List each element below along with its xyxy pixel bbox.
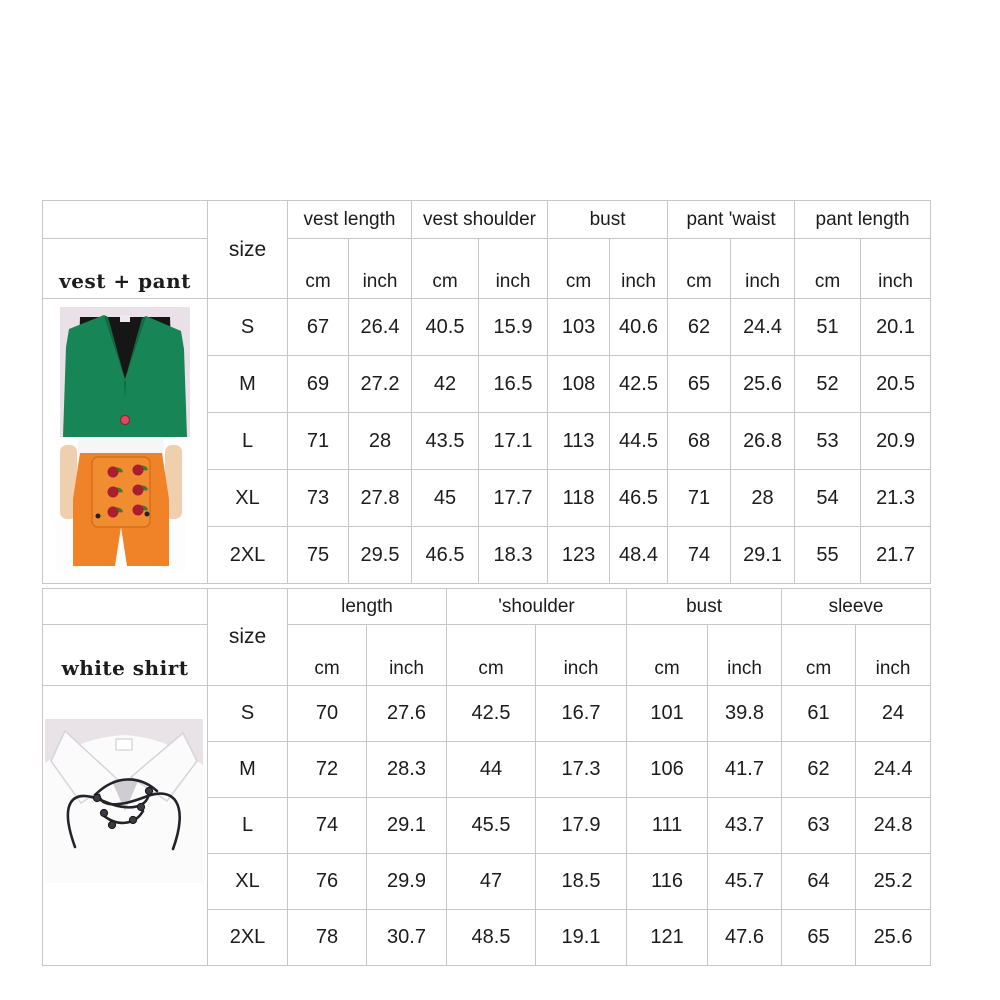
unit-header-inch: inch xyxy=(479,239,548,299)
table-row xyxy=(43,299,931,356)
unit-header-cm: cm xyxy=(412,239,479,299)
value-cell: 116 xyxy=(627,854,708,910)
value-cell: 61 xyxy=(782,686,856,742)
value-cell: 18.3 xyxy=(479,527,548,584)
value-cell: 17.7 xyxy=(479,470,548,527)
value-cell: 44.5 xyxy=(610,413,668,470)
value-cell: 64 xyxy=(782,854,856,910)
table-row xyxy=(43,589,931,625)
value-cell: 24.4 xyxy=(856,742,931,798)
value-cell: 78 xyxy=(288,910,367,966)
value-cell: 20.5 xyxy=(861,356,931,413)
value-cell: 29.1 xyxy=(367,798,447,854)
value-cell: 42.5 xyxy=(447,686,536,742)
unit-header-inch: inch xyxy=(367,625,447,686)
table-row xyxy=(43,201,931,239)
value-cell: 19.1 xyxy=(536,910,627,966)
value-cell: 73 xyxy=(288,470,349,527)
size-cell: XL xyxy=(208,470,288,527)
value-cell: 62 xyxy=(782,742,856,798)
value-cell: 45 xyxy=(412,470,479,527)
value-cell: 103 xyxy=(548,299,610,356)
product-photos-cell xyxy=(43,299,208,584)
value-cell: 65 xyxy=(782,910,856,966)
value-cell: 15.9 xyxy=(479,299,548,356)
product-label-vest-pant: vest + pant xyxy=(43,239,208,299)
value-cell: 45.7 xyxy=(708,854,782,910)
value-cell: 41.7 xyxy=(708,742,782,798)
size-chart-table-vest-pant xyxy=(42,200,931,584)
table-row xyxy=(43,239,931,299)
size-column-header: size xyxy=(208,201,288,299)
group-header-bust: bust xyxy=(627,589,782,625)
value-cell: 76 xyxy=(288,854,367,910)
group-header-bust: bust xyxy=(548,201,668,239)
value-cell: 27.8 xyxy=(349,470,412,527)
value-cell: 71 xyxy=(668,470,731,527)
value-cell: 43.5 xyxy=(412,413,479,470)
value-cell: 42.5 xyxy=(610,356,668,413)
value-cell: 25.6 xyxy=(731,356,795,413)
value-cell: 25.6 xyxy=(856,910,931,966)
value-cell: 16.5 xyxy=(479,356,548,413)
value-cell: 29.1 xyxy=(731,527,795,584)
value-cell: 55 xyxy=(795,527,861,584)
value-cell: 69 xyxy=(288,356,349,413)
value-cell: 63 xyxy=(782,798,856,854)
value-cell: 121 xyxy=(627,910,708,966)
value-cell: 44 xyxy=(447,742,536,798)
value-cell: 27.6 xyxy=(367,686,447,742)
value-cell: 74 xyxy=(668,527,731,584)
size-cell: L xyxy=(208,413,288,470)
unit-header-inch: inch xyxy=(610,239,668,299)
value-cell: 24.8 xyxy=(856,798,931,854)
unit-header-inch: inch xyxy=(349,239,412,299)
value-cell: 16.7 xyxy=(536,686,627,742)
vest-image xyxy=(60,307,190,437)
unit-header-cm: cm xyxy=(288,625,367,686)
value-cell: 30.7 xyxy=(367,910,447,966)
value-cell: 28 xyxy=(731,470,795,527)
size-cell: XL xyxy=(208,854,288,910)
value-cell: 70 xyxy=(288,686,367,742)
size-column-header: size xyxy=(208,589,288,686)
group-header-length: length xyxy=(288,589,447,625)
unit-header-inch: inch xyxy=(861,239,931,299)
size-cell: M xyxy=(208,356,288,413)
product-photo-cell xyxy=(43,686,208,966)
value-cell: 17.3 xyxy=(536,742,627,798)
value-cell: 40.5 xyxy=(412,299,479,356)
group-header-sleeve: sleeve xyxy=(782,589,931,625)
spacer-cell xyxy=(43,201,208,239)
value-cell: 28.3 xyxy=(367,742,447,798)
value-cell: 17.9 xyxy=(536,798,627,854)
value-cell: 46.5 xyxy=(412,527,479,584)
value-cell: 27.2 xyxy=(349,356,412,413)
value-cell: 28 xyxy=(349,413,412,470)
value-cell: 24 xyxy=(856,686,931,742)
table-row xyxy=(43,625,931,686)
group-header-pant-length: pant length xyxy=(795,201,931,239)
value-cell: 29.9 xyxy=(367,854,447,910)
value-cell: 26.4 xyxy=(349,299,412,356)
unit-header-cm: cm xyxy=(782,625,856,686)
value-cell: 123 xyxy=(548,527,610,584)
value-cell: 74 xyxy=(288,798,367,854)
value-cell: 106 xyxy=(627,742,708,798)
value-cell: 43.7 xyxy=(708,798,782,854)
value-cell: 101 xyxy=(627,686,708,742)
size-cell: S xyxy=(208,686,288,742)
unit-header-cm: cm xyxy=(288,239,349,299)
value-cell: 46.5 xyxy=(610,470,668,527)
value-cell: 21.3 xyxy=(861,470,931,527)
value-cell: 45.5 xyxy=(447,798,536,854)
value-cell: 40.6 xyxy=(610,299,668,356)
unit-header-inch: inch xyxy=(536,625,627,686)
value-cell: 53 xyxy=(795,413,861,470)
pants-image xyxy=(56,439,186,571)
value-cell: 108 xyxy=(548,356,610,413)
value-cell: 75 xyxy=(288,527,349,584)
value-cell: 21.7 xyxy=(861,527,931,584)
unit-header-cm: cm xyxy=(627,625,708,686)
unit-header-inch: inch xyxy=(731,239,795,299)
value-cell: 17.1 xyxy=(479,413,548,470)
group-header-vest-shoulder: vest shoulder xyxy=(412,201,548,239)
size-chart-table-white-shirt xyxy=(42,588,931,966)
group-header-vest-length: vest length xyxy=(288,201,412,239)
spacer-cell xyxy=(43,589,208,625)
value-cell: 65 xyxy=(668,356,731,413)
value-cell: 113 xyxy=(548,413,610,470)
value-cell: 51 xyxy=(795,299,861,356)
value-cell: 62 xyxy=(668,299,731,356)
value-cell: 72 xyxy=(288,742,367,798)
value-cell: 118 xyxy=(548,470,610,527)
value-cell: 47.6 xyxy=(708,910,782,966)
value-cell: 47 xyxy=(447,854,536,910)
value-cell: 52 xyxy=(795,356,861,413)
group-header-pant-waist: pant 'waist xyxy=(668,201,795,239)
size-cell: 2XL xyxy=(208,910,288,966)
unit-header-inch: inch xyxy=(708,625,782,686)
size-cell: 2XL xyxy=(208,527,288,584)
unit-header-cm: cm xyxy=(548,239,610,299)
value-cell: 26.8 xyxy=(731,413,795,470)
value-cell: 42 xyxy=(412,356,479,413)
size-cell: M xyxy=(208,742,288,798)
unit-header-cm: cm xyxy=(668,239,731,299)
product-label-white-shirt: white shirt xyxy=(43,625,208,686)
value-cell: 24.4 xyxy=(731,299,795,356)
value-cell: 48.4 xyxy=(610,527,668,584)
unit-header-cm: cm xyxy=(447,625,536,686)
value-cell: 71 xyxy=(288,413,349,470)
unit-header-cm: cm xyxy=(795,239,861,299)
value-cell: 39.8 xyxy=(708,686,782,742)
size-cell: L xyxy=(208,798,288,854)
value-cell: 48.5 xyxy=(447,910,536,966)
size-cell: S xyxy=(208,299,288,356)
table-row xyxy=(43,686,931,742)
shirt-image xyxy=(45,719,203,883)
group-header-shoulder: 'shoulder xyxy=(447,589,627,625)
value-cell: 25.2 xyxy=(856,854,931,910)
unit-header-inch: inch xyxy=(856,625,931,686)
value-cell: 54 xyxy=(795,470,861,527)
value-cell: 111 xyxy=(627,798,708,854)
value-cell: 29.5 xyxy=(349,527,412,584)
value-cell: 18.5 xyxy=(536,854,627,910)
value-cell: 20.9 xyxy=(861,413,931,470)
value-cell: 68 xyxy=(668,413,731,470)
value-cell: 20.1 xyxy=(861,299,931,356)
value-cell: 67 xyxy=(288,299,349,356)
